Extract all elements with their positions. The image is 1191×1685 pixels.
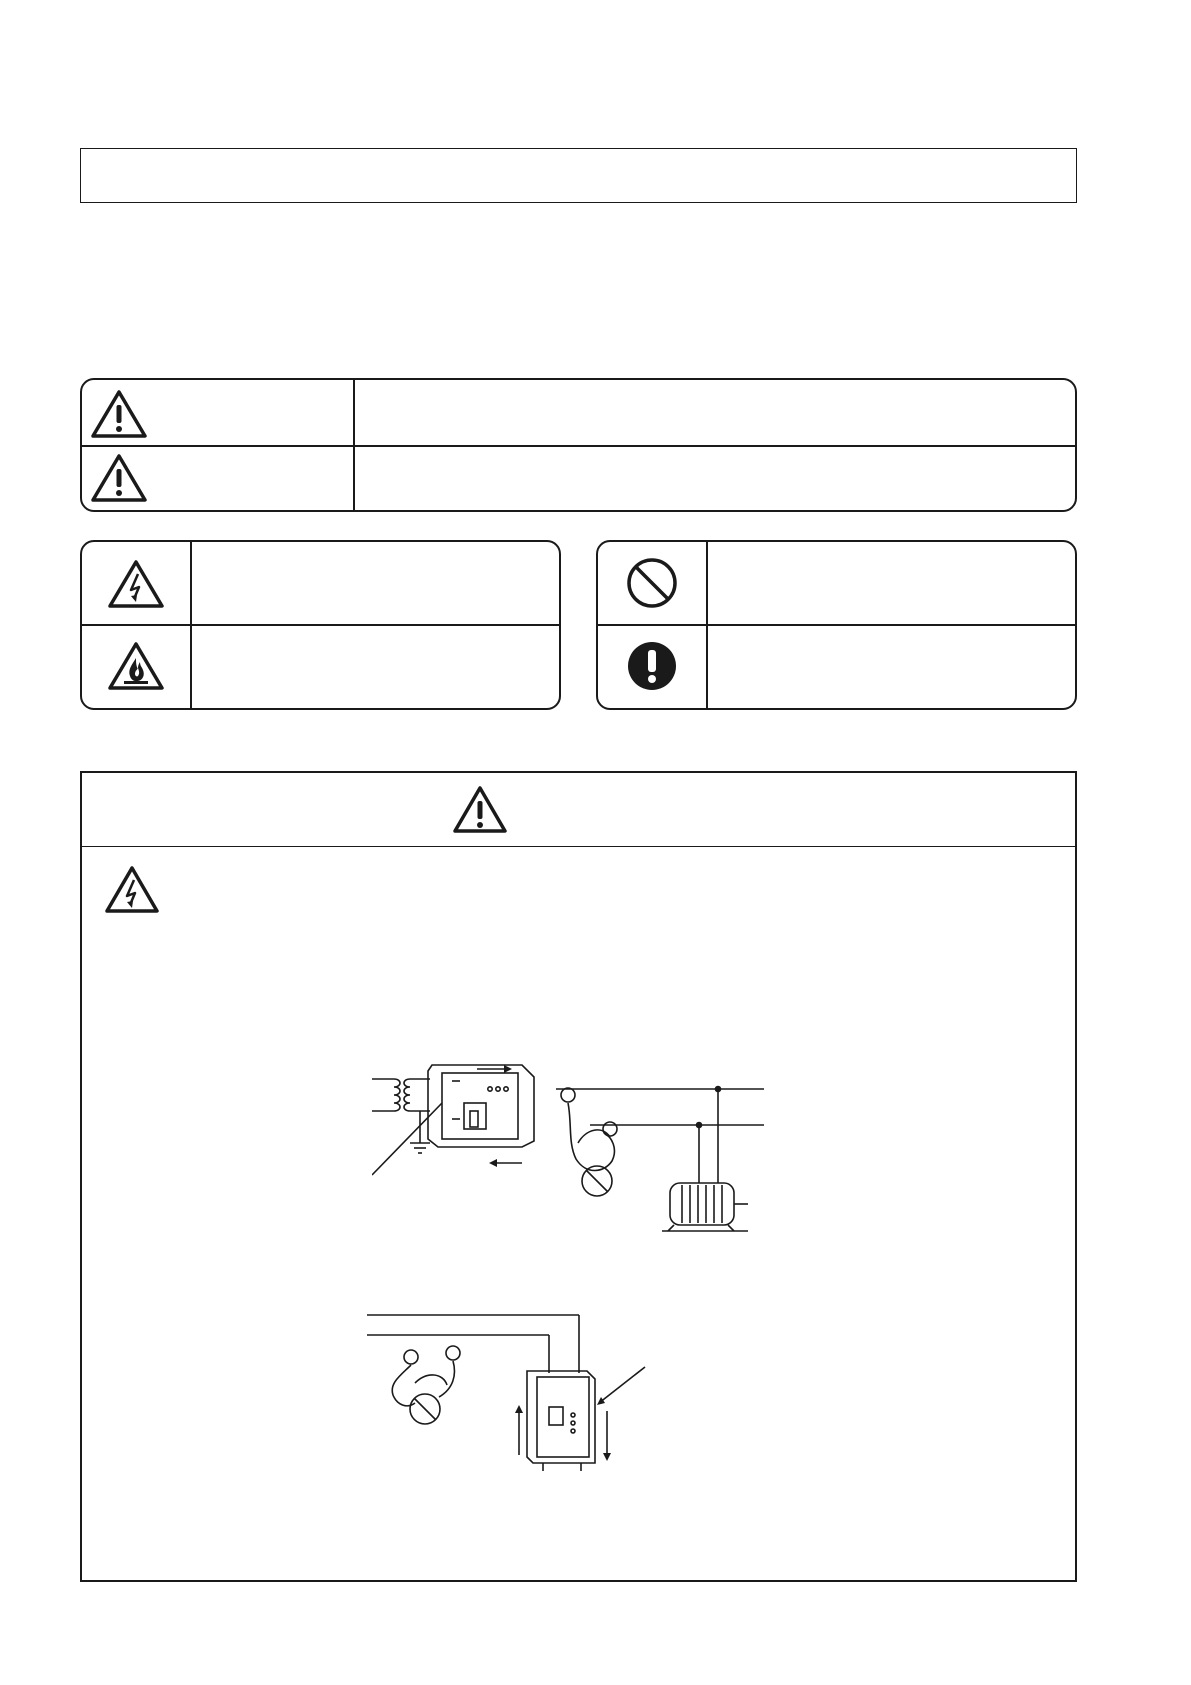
symbol-legend-left <box>80 540 561 710</box>
section-header-divider <box>82 846 1075 847</box>
fire-hazard-icon <box>107 640 165 692</box>
warning-triangle-icon <box>90 452 148 504</box>
legend-column-divider <box>190 542 192 708</box>
terminal-contact-illustration <box>367 1313 727 1473</box>
table-column-divider <box>353 380 355 510</box>
header-box <box>80 148 1077 203</box>
legend-divider <box>598 624 1075 626</box>
electric-shock-icon <box>107 558 165 610</box>
signal-word-table <box>80 378 1077 512</box>
symbol-legend-right <box>596 540 1077 710</box>
prohibition-icon <box>625 556 679 610</box>
legend-divider <box>82 624 559 626</box>
circuit-breaker-wiring-illustration <box>372 1063 832 1243</box>
warning-triangle-icon <box>452 785 508 835</box>
electric-shock-icon <box>104 865 160 915</box>
legend-column-divider <box>706 542 708 708</box>
table-divider <box>82 445 1075 447</box>
warning-section <box>80 771 1077 1582</box>
warning-triangle-icon <box>90 388 148 440</box>
mandatory-action-icon <box>625 639 679 693</box>
